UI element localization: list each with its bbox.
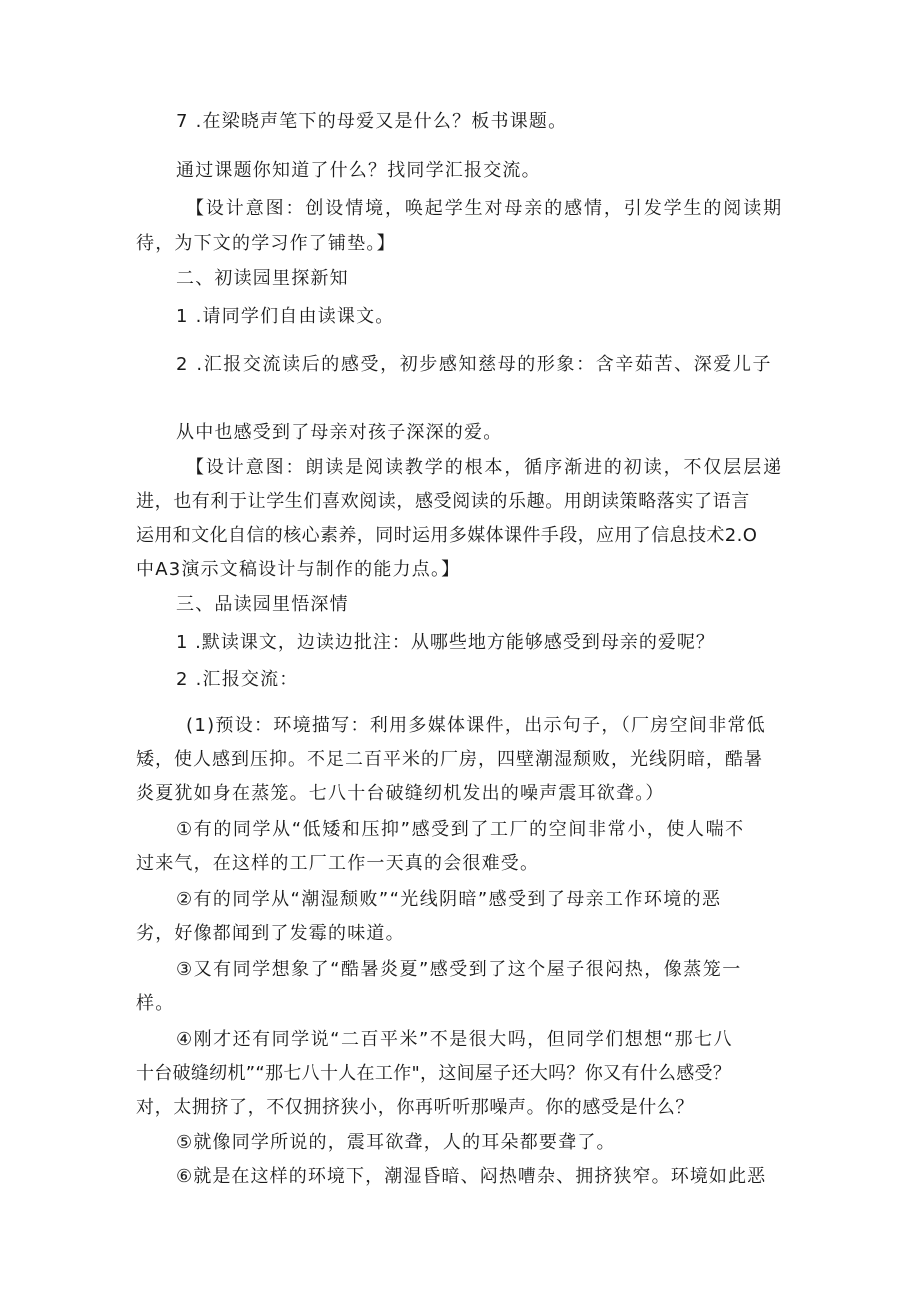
list-item-2: 2 .汇报交流读后的感受，初步感知慈母的形象：含辛茹苦、深爱儿子 — [176, 354, 773, 375]
paragraph-line: (1)预设：环境描写：利用多媒体课件，出示句子，（厂房空间非常低 — [186, 715, 767, 736]
list-item-1: 1 .请同学们自由读课文。 — [176, 306, 395, 327]
design-intent-line: 【设计意图：朗读是阅读教学的根本，循序渐进的初读，不仅层层递 — [186, 457, 783, 478]
list-item-2: 2 .汇报交流： — [176, 669, 299, 690]
paragraph-line: 矮，使人感到压抑。不足二百平米的厂房，四壁潮湿颓败，光线阴暗，酷暑 — [136, 749, 763, 770]
list-item: ⑥就是在这样的环境下，潮湿昏暗、闷热嘈杂、拥挤狭窄。环境如此恶 — [176, 1166, 767, 1187]
list-item: ⑤就像同学所说的，震耳欲聋，人的耳朵都要聋了。 — [176, 1132, 616, 1153]
list-item: ③又有同学想象了“酷暑炎夏”感受到了这个屋子很闷热，像蒸笼一 — [176, 959, 742, 980]
list-item: 过来气，在这样的工厂工作一天真的会很难受。 — [136, 853, 540, 874]
section-heading-3: 三、品读园里悟深情 — [176, 594, 349, 615]
list-item: ①有的同学从“低矮和压抑”感受到了工厂的空间非常小，使人喘不 — [176, 819, 745, 840]
paragraph-line: 从中也感受到了母亲对孩子深深的爱。 — [176, 422, 503, 443]
list-item: 样。 — [136, 993, 175, 1014]
design-intent-line: 【设计意图：创设情境，唤起学生对母亲的感情，引发学生的阅读期 — [186, 198, 783, 219]
paragraph-line: 通过课题你知道了什么？找同学汇报交流。 — [176, 160, 541, 181]
list-item-1: 1 .默读课文，边读边批注：从哪些地方能够感受到母亲的爱呢？ — [176, 632, 715, 653]
design-intent-line: 待，为下文的学习作了铺垫。】 — [136, 233, 396, 254]
section-heading-2: 二、初读园里探新知 — [176, 268, 349, 289]
design-intent-line: 进，也有利于让学生们喜欢阅读，感受阅读的乐趣。用朗读策略落实了语言 — [136, 491, 750, 512]
list-item: ②有的同学从“潮湿颓败”“光线阴暗”感受到了母亲工作环境的恶 — [176, 889, 722, 910]
list-item: ④刚才还有同学说“二百平米”不是很大吗，但同学们想想“那七八 — [176, 1029, 734, 1050]
list-item-7: 7 .在梁晓声笔下的母爱又是什么？板书课题。 — [176, 111, 568, 132]
list-item: 十台破缝纫机”“那七八十人在工作"，这间屋子还大吗？你又有什么感受？ — [136, 1063, 732, 1084]
list-item: 劣，好像都闻到了发霉的味道。 — [136, 923, 405, 944]
design-intent-line: 运用和文化自信的核心素养，同时运用多媒体课件手段，应用了信息技术2.O — [136, 525, 758, 546]
paragraph-line: 炎夏犹如身在蒸笼。七八十台破缝纫机发出的噪声震耳欲聋。） — [136, 783, 665, 804]
design-intent-line: 中A3演示文稿设计与制作的能力点。】 — [136, 559, 461, 580]
list-item: 对，太拥挤了，不仅拥挤狭小，你再听听那噪声。你的感受是什么？ — [136, 1097, 694, 1118]
